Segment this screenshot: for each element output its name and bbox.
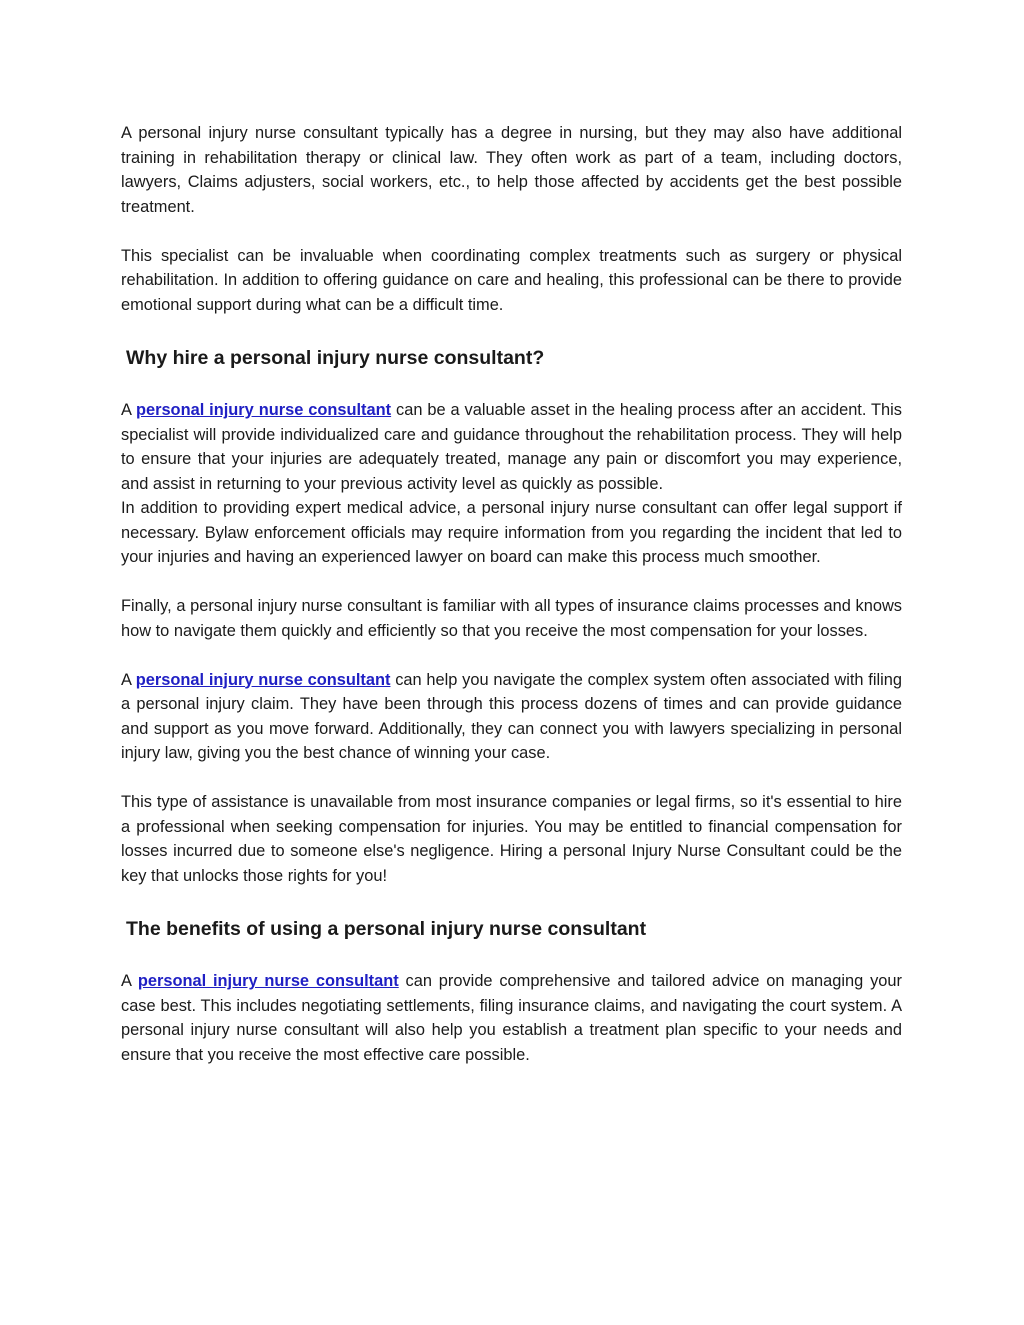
paragraph-rest: can provide comprehensive and tailored advice on managing your case best. This includes negotiating settlements, filing insurance claims, and navigating the court system. A personal injury nurse consultant will also help you establish a treatment plan specific to your needs and ensure that you receive the most effective care possible. — [121, 972, 902, 1064]
section1-paragraph-4 — [121, 668, 902, 766]
section-heading-why-hire: Why hire a personal injury nurse consultant? — [126, 347, 545, 369]
paragraph-gap — [121, 766, 902, 791]
paragraph-gap — [121, 219, 902, 244]
paragraph-lead: A — [121, 972, 138, 990]
section1-paragraph-2: In addition to providing expert medical advice, a personal injury nurse consultant can offer legal support if necessary. Bylaw enforcement officials may require information from you regarding the incident that led to your injuries and having an experienced lawyer on board can make this process much smoother. — [121, 499, 902, 566]
paragraph-rest: can help you navigate the complex system often associated with filing a personal injury claim. They have been through this process dozens of times and can provide guidance and support as you move forward. Additionally, they can connect you with lawyers specializing in personal injury law, giving you the best chance of winning your case. — [121, 670, 902, 762]
paragraph-gap — [121, 643, 902, 668]
paragraph-lead: A — [121, 670, 136, 689]
consultant-link-1[interactable]: personal injury nurse consultant — [135, 401, 392, 419]
paragraph-gap — [121, 570, 902, 595]
section1-paragraph-1 — [121, 398, 902, 496]
paragraph-rest: can be a valuable asset in the healing process after an accident. This specialist will provide individualized care and guidance throughout the rehabilitation process. They will help to ensure that your injuries are adequately treated, manage any pain or discomfort you may experience, and assist in returning to your previous activity level as quickly as possible. — [121, 401, 902, 493]
section1-paragraph-5: This type of assistance is unavailable from most insurance companies or legal firms, so it's essential to hire a professional when seeking compensation for injuries. You may be entitled to financial compensation for losses incurred due to someone else's negligence. Hiring a personal Injury Nurse Consultant could be the key that unlocks those rights for you! — [121, 793, 902, 885]
consultant-link-3[interactable]: personal injury nurse consultant — [137, 972, 399, 990]
section1-paragraph-3: Finally, a personal injury nurse consultant is familiar with all types of insurance claims processes and knows how to navigate them quickly and efficiently so that you receive the most compensation for your losses. — [121, 597, 902, 640]
document-page — [121, 121, 902, 1067]
paragraph-lead: A — [121, 401, 136, 419]
section2-paragraph-1 — [121, 969, 902, 1067]
intro-paragraph-2: This specialist can be invaluable when coordinating complex treatments such as surgery or physical rehabilitation. In addition to offering guidance on care and healing, this professional can be there to provide emotional support during what can be a difficult time. — [121, 246, 902, 314]
intro-paragraph-1: A personal injury nurse consultant typically has a degree in nursing, but they may also have additional training in rehabilitation therapy or clinical law. They often work as part of a team, including doctors, lawyers, Claims adjusters, social workers, etc., to help those affected by accidents get the best possible treatment. — [121, 124, 902, 216]
section-heading-benefits: The benefits of using a personal injury nurse consultant — [126, 918, 647, 940]
consultant-link-2[interactable]: personal injury nurse consultant — [135, 670, 391, 689]
